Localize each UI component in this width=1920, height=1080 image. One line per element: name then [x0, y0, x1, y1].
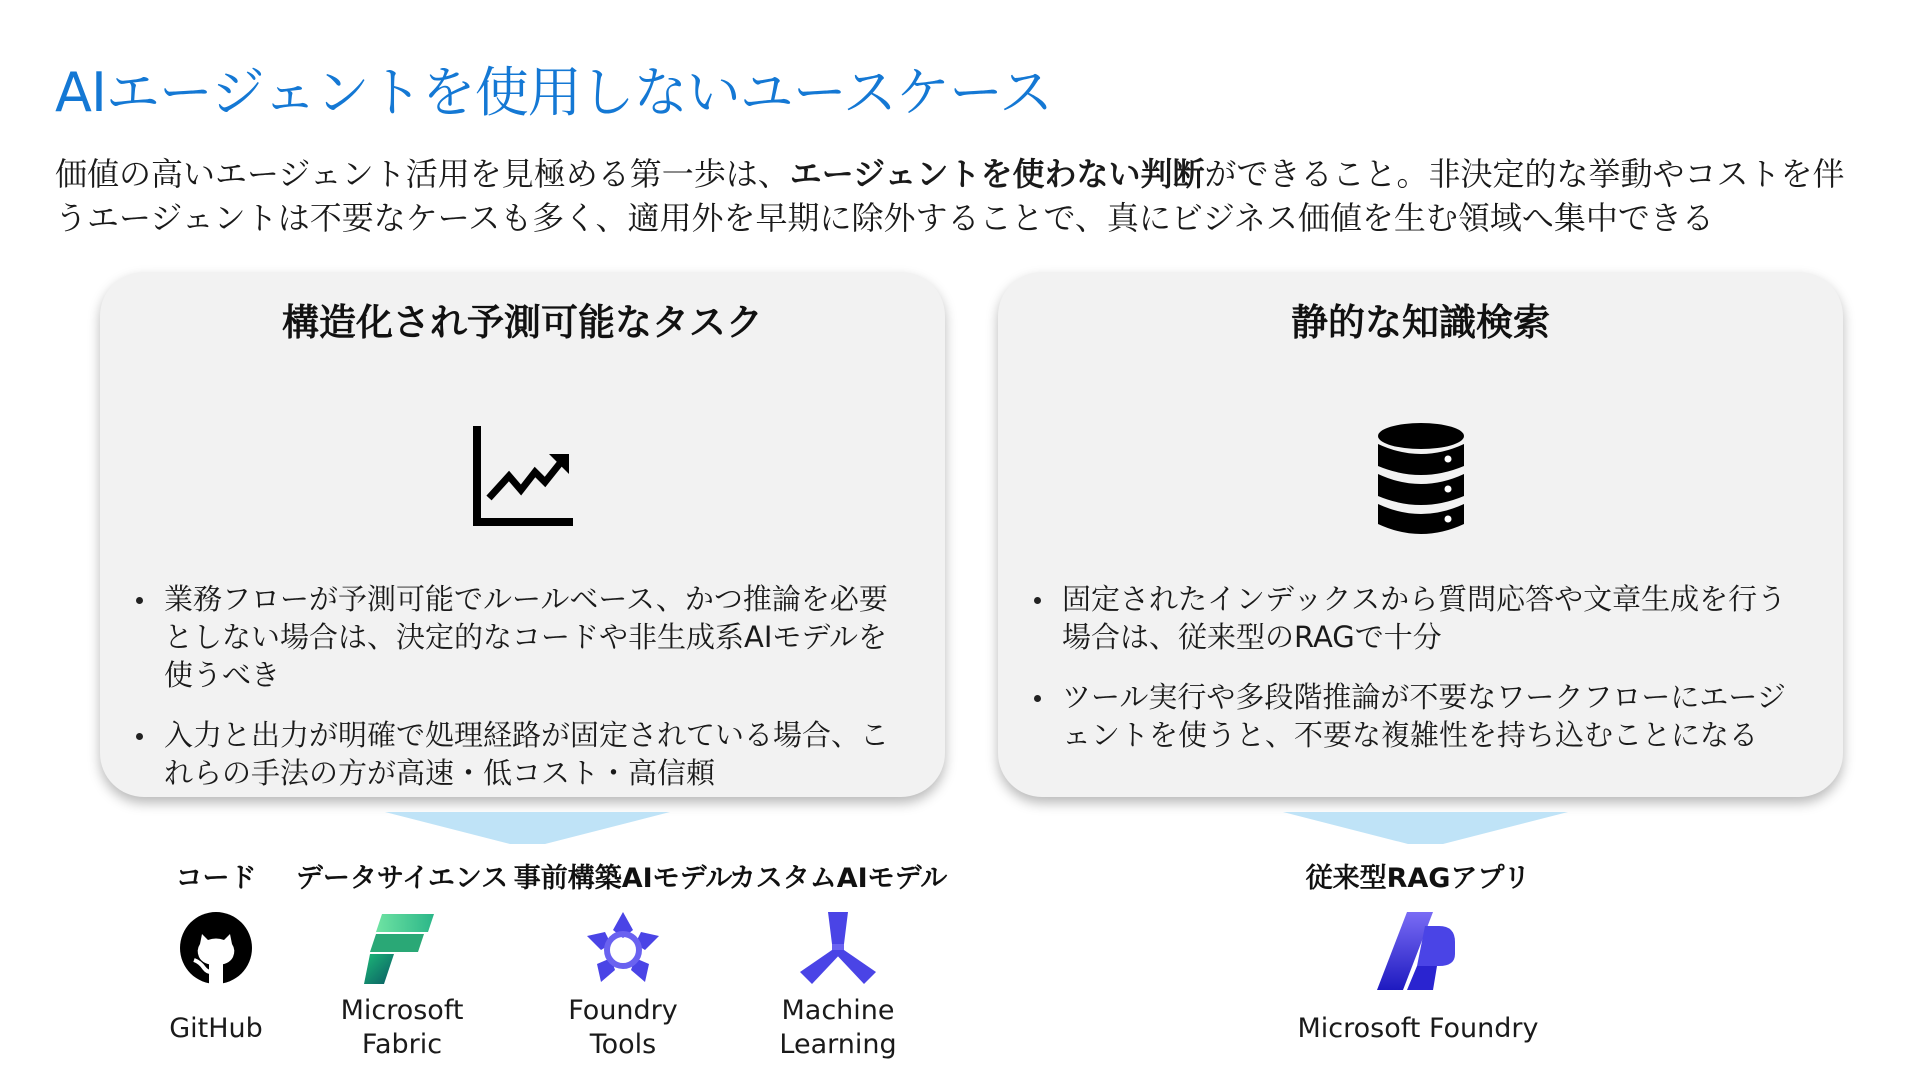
tool-category-rag-app: 従来型RAGアプリ — [1305, 863, 1531, 894]
fabric-icon — [364, 910, 440, 990]
github-icon — [178, 910, 254, 990]
tool-name-microsoft-foundry: Microsoft Foundry — [1297, 1013, 1539, 1044]
page-title: AIエージェントを使用しないユースケース — [55, 61, 1053, 124]
foundry-tools-icon — [583, 910, 663, 990]
tool-category-custom-ai: カスタムAIモデル — [728, 863, 948, 894]
line-chart-icon — [469, 422, 577, 534]
microsoft-foundry-icon — [1377, 910, 1459, 996]
card-static-knowledge — [998, 272, 1843, 797]
bullet-list — [134, 580, 915, 814]
funnel-arrow-right — [1283, 812, 1568, 844]
card-title: 静的な知識検索 — [1291, 301, 1550, 344]
card-title: 構造化され予測可能なタスク — [282, 301, 763, 344]
intro-emphasis: エージェントを使わない判断 — [789, 155, 1205, 193]
tool-name-foundry-tools: Foundry Tools — [568, 995, 678, 1060]
tool-name-github: GitHub — [169, 1013, 263, 1044]
tool-category-prebuilt-ai: 事前構築AIモデル — [513, 863, 733, 894]
intro-text — [55, 152, 1865, 240]
tool-name-fabric: Microsoft Fabric — [340, 995, 464, 1060]
database-icon — [1376, 422, 1466, 542]
intro-part1: 価値の高いエージェント活用を見極める第一歩は、 — [55, 155, 790, 193]
card-structured-tasks — [100, 272, 945, 797]
bullet-list — [1032, 580, 1813, 776]
bullet-item: 業務フローが予測可能でルールベース、かつ推論を必要としない場合は、決定的なコードや非生成系AIモデルを使うべき — [134, 580, 915, 694]
bullet-item: 固定されたインデックスから質問応答や文章生成を行う場合は、従来型のRAGで十分 — [1032, 580, 1813, 656]
tool-name-machine-learning: Machine Learning — [779, 995, 897, 1060]
intro-part2: ができること。非決定的な挙動やコストを伴うエージェントは不要なケースも多く、適用外を早期に除外することで、真にビジネス価値を生む領域へ集中できる — [55, 155, 1845, 237]
tool-category-data-science: データサイエンス — [295, 863, 509, 894]
bullet-item: ツール実行や多段階推論が不要なワークフローにエージェントを使うと、不要な複雑性を持ち込むことになる — [1032, 678, 1813, 754]
machine-learning-icon — [798, 910, 878, 990]
funnel-arrow-left — [385, 812, 670, 844]
tool-category-code: コード — [175, 863, 257, 894]
bullet-item: 入力と出力が明確で処理経路が固定されている場合、これらの手法の方が高速・低コスト・高信頼 — [134, 716, 915, 792]
